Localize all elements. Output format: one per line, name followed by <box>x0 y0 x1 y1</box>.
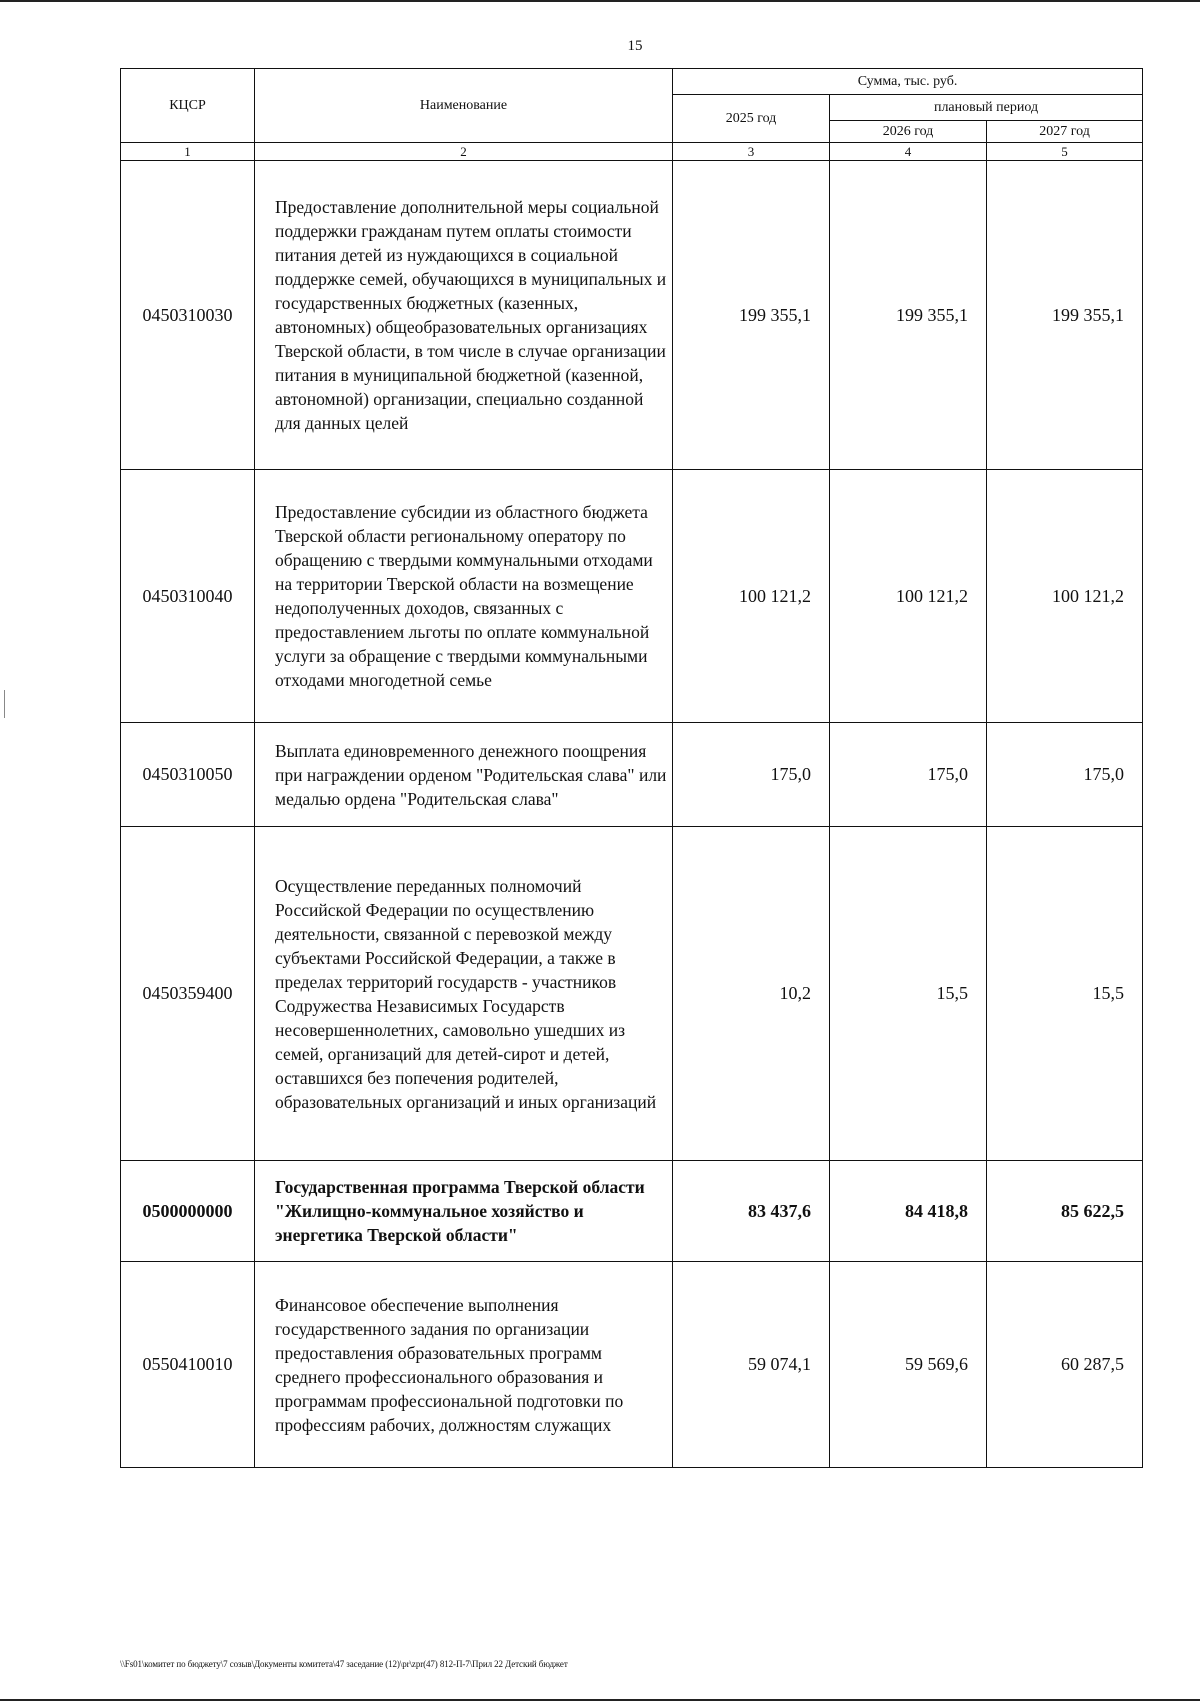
table-row <box>121 827 1143 1161</box>
row-value-2025: 175,0 <box>673 723 830 827</box>
row-value-2026: 175,0 <box>830 723 987 827</box>
row-name: Выплата единовременного денежного поощрения при награждении орденом "Родительская слава" или медалью ордена "Родительская слава" <box>255 723 673 827</box>
row-name: Финансовое обеспечение выполнения государственного задания по организации предоставления образовательных программ среднего профессионального образования и программам профессиональной подготовки по профессиям рабочих, должностям служащих <box>255 1262 673 1468</box>
row-code: 0550410010 <box>121 1262 255 1468</box>
page-number: 15 <box>627 38 643 54</box>
row-name: Предоставление субсидии из областного бюджета Тверской области региональному оператору по обращению с твердыми коммунальными отходами на территории Тверской области на возмещение недополученных доходов, связанных с предоставлением льготы по оплате коммунальной услуги за обращение с твердыми коммунальными отходами многодетной семье <box>255 470 673 723</box>
row-value-2026: 199 355,1 <box>830 161 987 470</box>
row-name: Осуществление переданных полномочий Российской Федерации по осуществлению деятельности, связанной с перевозкой между субъектами Российской Федерации, а также в пределах территорий государств - участников Содружества Независимых Государств несовершеннолетних, самовольно ушедших из семей, организаций для детей-сирот и детей, оставшихся без попечения родителей, образовательных организаций и иных организаций <box>255 827 673 1161</box>
row-code: 0450310030 <box>121 161 255 470</box>
header-year-2027: 2027 год <box>987 121 1143 143</box>
table-row <box>121 470 1143 723</box>
column-number: 4 <box>830 143 987 161</box>
row-value-2027: 60 287,5 <box>987 1262 1143 1468</box>
row-value-2026: 59 569,6 <box>830 1262 987 1468</box>
row-value-2027: 175,0 <box>987 723 1143 827</box>
row-value-2025: 10,2 <box>673 827 830 1161</box>
header-year-2025: 2025 год <box>673 95 830 143</box>
row-value-2027: 15,5 <box>987 827 1143 1161</box>
row-name: Предоставление дополнительной меры социальной поддержки гражданам путем оплаты стоимости питания детей из нуждающихся в социальной поддержке семей, обучающихся в муниципальных и государственных бюджетных (казенных, автономных) общеобразовательных организациях Тверской области, в том числе в случае организации питания в муниципальной бюджетной (казенной, автономной) организации, специально созданной для данных целей <box>255 161 673 470</box>
row-code: 0450310040 <box>121 470 255 723</box>
row-value-2027: 199 355,1 <box>987 161 1143 470</box>
row-value-2027: 85 622,5 <box>987 1161 1143 1262</box>
table-row <box>121 1262 1143 1468</box>
row-value-2026: 15,5 <box>830 827 987 1161</box>
row-code: 0500000000 <box>121 1161 255 1262</box>
row-code: 0450359400 <box>121 827 255 1161</box>
row-value-2025: 100 121,2 <box>673 470 830 723</box>
row-value-2025: 199 355,1 <box>673 161 830 470</box>
header-year-2026: 2026 год <box>830 121 987 143</box>
header-code: КЦСР <box>121 69 255 143</box>
row-value-2026: 84 418,8 <box>830 1161 987 1262</box>
column-numbers-row <box>121 143 1143 161</box>
column-number: 5 <box>987 143 1143 161</box>
row-code: 0450310050 <box>121 723 255 827</box>
table-row <box>121 723 1143 827</box>
header-name: Наименование <box>255 69 673 143</box>
column-number: 1 <box>121 143 255 161</box>
budget-table <box>120 68 1143 1468</box>
column-number: 3 <box>673 143 830 161</box>
row-value-2026: 100 121,2 <box>830 470 987 723</box>
scan-edge-mark <box>4 690 5 718</box>
column-number: 2 <box>255 143 673 161</box>
footer-file-path: \\Fs01\комитет по бюджету\7 созыв\Документы комитета\47 заседание (12)\pr\zpr(47) 812-П-7\Прил 22 Детский бюджет <box>120 1659 568 1669</box>
header-sum: Сумма, тыс. руб. <box>673 69 1143 95</box>
row-value-2027: 100 121,2 <box>987 470 1143 723</box>
row-value-2025: 59 074,1 <box>673 1262 830 1468</box>
table-row-program <box>121 1161 1143 1262</box>
table-row <box>121 161 1143 470</box>
header-planned-period: плановый период <box>830 95 1143 121</box>
row-value-2025: 83 437,6 <box>673 1161 830 1262</box>
header-row-1 <box>121 69 1143 95</box>
top-edge-line <box>0 0 1200 2</box>
row-name: Государственная программа Тверской области "Жилищно-коммунальное хозяйство и энергетика Тверской области" <box>255 1161 673 1262</box>
